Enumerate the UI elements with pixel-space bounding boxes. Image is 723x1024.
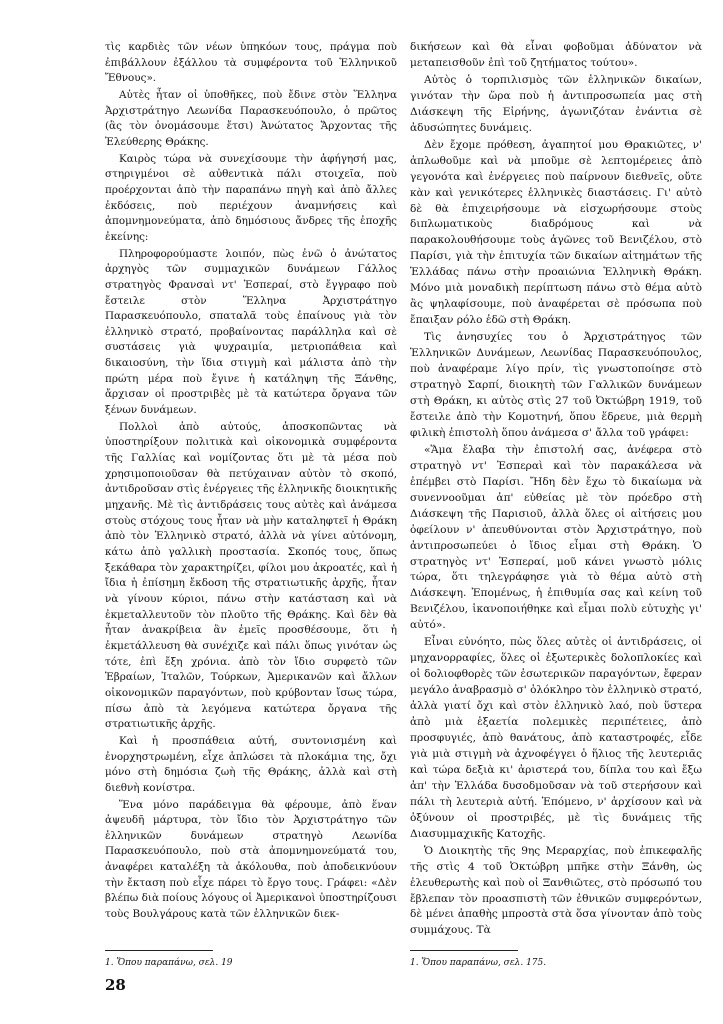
footnote-right: 1. Ὅπου παραπάνω, σελ. 175. [410,958,547,968]
paragraph: δικήσεων καὶ θὰ εἶναι φοβοῦμαι ἀδύνατον νὰ μεταπεισθοῦν ἐπὶ τοῦ ζητήματος τούτου». [410,41,702,69]
paragraph: Αὐτὲς ἦταν οἱ ὑποθῆκες, ποὺ ἔδινε στὸν Ἕλληνα Ἀρχιστράτηγο Λεωνίδα Παρασκευόπουλο, ὁ πρῶτος (ἂς τὸν ὀνομάσουμε ἔτσι) Ἀνώτατος Ἄρχοντας τῆς Ἐλεύθερης Θράκης. [105,88,397,148]
paragraph: Δὲν ἔχομε πρόθεση, ἀγαπητοί μου Θρακιῶτες, ν' ἁπλωθοῦμε καὶ νὰ μποῦμε σὲ λεπτομέρειες ἀπὸ γεγονότα καὶ ἐνέργειες ποὺ παίρνουν διεθνεῖς, οὔτε κὰν καὶ γενικότερες ἑλληνικὲς διαστάσεις. Γι' αὐτὸ δὲ θὰ ἐπιχειρήσουμε νὰ εἰσχωρήσουμε στοὺς διπλωματικοὺς διαδρόμους καὶ νὰ παρακολουθήσουμε τοὺς ἀγῶνες τοῦ Βενιζέλου, στὸ Παρίσι, γιὰ τὴν ἐπιτυχία τῶν δικαίων αἰτημάτων τῆς Ἑλλάδας πάνω στὴν προαιώνια Ἑλληνικὴ Θράκη. Μόνο μιὰ μοναδικὴ περίπτωση πάνω στὸ θέμα αὐτὸ ἂς ψηλαφίσουμε, ποὺ ἀναφέρεται σὲ πρόσωπα ποὺ ἔπαιξαν ρόλο ἐδῶ στὴ Θράκη. [410,138,702,327]
paragraph: Ἕνα μόνο παράδειγμα θὰ φέρουμε, ἀπὸ ἕναν ἀψευδῆ μάρτυρα, τὸν ἴδιο τὸν Ἀρχιστράτηγο τῶν ἑλληνικῶν δυνάμεων στρατηγὸ Λεωνίδα Παρασκευόπουλο, ποὺ στὰ ἀπομνημονεύματά του, ἀναφέρει καταλέξη τὰ ἀκόλουθα, ποὺ ἀποδεικνύουν τὴν ἔκταση ποὺ εἶχε πάρει τὸ ἔργο τους. Γράφει: «Δὲν βλέπω διὰ ποίους λόγους οἱ Ἀμερικανοὶ ὑποστηρίζουσι τοὺς Βουλγάρους κατὰ τῶν ἑλληνικῶν διεκ- [105,798,397,921]
left-column [105,40,397,924]
footnote-divider-right [410,950,518,951]
paragraph: Αὐτὸς ὁ τορπιλισμὸς τῶν ἑλληνικῶν δικαίων, γινόταν τὴν ὥρα ποὺ ἡ ἀντιπροσωπεία μας στὴ Διάσκεψη τῆς Εἰρήνης, ἀγωνιζόταν ἐνάντια σὲ ἀδυσώπητες δυνάμεις. [410,73,702,134]
page-number: 28 [105,976,126,994]
paragraph: Καιρὸς τώρα νὰ συνεχίσουμε τὴν ἀφήγησή μας, στηριγμένοι σὲ αὐθεντικὰ πάλι στοιχεῖα, ποὺ προέρχονται ἀπὸ τὴν παραπάνω πηγὴ καὶ ἀπὸ ἄλλες ἐκδόσεις, ποὺ περιέχουν ἀναμνήσεις καὶ ἀπομνημονεύματα, ἀπὸ δημόσιους ἄνδρες τῆς ἐποχῆς ἐκείνης: [105,152,397,243]
paragraph: Ὁ Διοικητὴς τῆς 9ης Μεραρχίας, ποὺ ἐπικεφαλῆς τῆς στὶς 4 τοῦ Ὀκτώβρη μπῆκε στὴν Ξάνθη, ὡς ἐλευθερωτὴς καὶ ποὺ οἱ Ξανθιῶτες, στὸ πρόσωπό του ἔβλεπαν τὸν προασπιστὴ τῶν ἐθνικῶν συμφερόντων, δὲ μένει ἀπαθὴς μπροστὰ στὰ ὅσα γίνονταν ἀπὸ τοὺς συμμάχους. Τὰ [410,844,702,937]
paragraph: Εἶναι εὐνόητο, πὼς ὅλες αὐτὲς οἱ ἀντιδράσεις, οἱ μηχανορραφίες, ὅλες οἱ ἐξωτερικὲς δολοπλοκίες καὶ οἱ δολιοφθορὲς τῶν ἐσωτερικῶν παραγόντων, ἔφεραν μεγάλο ἀναβρασμὸ σ' ὁλόκληρο τὸν ἑλληνικὸ στρατό, ἀλλὰ γιατί ὄχι καὶ στὸν ἑλληνικὸ λαό, ποὺ ὕστερα ἀπὸ μιὰ ἑξαετία πολεμικὲς περιπέτειες, ἀπὸ προσφυγιές, ἀπὸ θανάτους, ἀπὸ καταστροφές, εἶδε γιὰ μιὰ στιγμὴ νὰ ἀχνοφέγγει ὁ ἥλιος τῆς λευτεριᾶς καὶ τώρα δεξιὰ κι' ἀριστερά του, δίπλα του καὶ ἔξω ἀπ' τὴν Ἑλλάδα δυσοδμοῦσαν νὰ τοῦ στερήσουν καὶ πάλι τὴ λευτεριὰ αὐτή. Ἐπόμενο, ν' ἀρχίσουν καὶ νὰ ὀξύνουν οἱ προστριβές, μὲ τὶς δυνάμεις τῆς Διασυμμαχικῆς Κατοχῆς. [410,636,702,840]
footnote-left: 1. Ὅπου παραπάνω, σελ. 19 [105,958,233,968]
paragraph: τὶς καρδιὲς τῶν νέων ὑπηκόων τους, πράγμα ποὺ ἐπιβάλλουν ἐξάλλου τὰ συμφέροντα τοῦ Ἑλληνικοῦ Ἔθνους». [105,41,397,85]
paragraph: Πληροφορούμαστε λοιπόν, πὼς ἐνῶ ὁ ἀνώτατος ἀρχηγὸς τῶν συμμαχικῶν δυνάμεων Γάλλος στρατηγὸς Φρανσαὶ ντ' Ἐσπεραί, στὸ ἔγγραφο ποὺ ἔστειλε στὸν Ἕλληνα Ἀρχιστράτηγο Παρασκευόπουλο, σπαταλᾶ τοὺς ἐπαίνους γιὰ τὸν ἑλληνικὸ στρατό, προβαίνοντας παράλληλα καὶ σὲ συστάσεις γιὰ ψυχραιμία, μετριοπάθεια καὶ δικαιοσύνη, τὴν ἴδια στιγμὴ καὶ μάλιστα ἀπὸ τὴν πρώτη μέρα ποὺ ἔγινε ἡ κατάληψη τῆς Ξάνθης, ἄρχισαν οἱ προστριβὲς μὲ τὰ κατώτερα ὄργανα τῶν ξένων δυνάμεων. [105,247,397,417]
paragraph: Τὶς ἀνησυχίες του ὁ Ἀρχιστράτηγος τῶν Ἑλληνικῶν Δυνάμεων, Λεωνίδας Παρασκευόπουλος, ποὺ ἀναφέραμε λίγο πρίν, τὶς γνωστοποίησε στὸ στρατηγὸ Σαρπί, διοικητὴ τῶν Γαλλικῶν δυνάμεων στὴ Θράκη, κι αὐτὸς στὶς 27 τοῦ Ὀκτώβρη 1919, τοῦ ἔστειλε ἀπὸ τὴν Κομοτηνή, ὅπου ἕδρευε, μιὰ θερμὴ φιλικὴ ἐπιστολὴ ὅπου ἀνάμεσα σ' ἄλλα τοῦ γράφει: [410,331,702,439]
quote-paragraph: «Ἅμα ἔλαβα τὴν ἐπιστολή σας, ἀνέφερα στὸ στρατηγὸ ντ' Ἐσπεραὶ καὶ τὸν παρακάλεσα νὰ ἐπέμβει στὸ Παρίσι. Ἤδη δὲν ἔχω τὸ δικαίωμα νὰ συνεννοοῦμαι ἀπ' εὐθείας μὲ τὸν πρόεδρο στὴ Διάσκεψη τῆς Παρισιοῦ, ἀλλὰ ὅλες οἱ αἰτήσεις μου ὀφείλουν ν' ἀπευθύνονται στὸν Ἀρχιστράτηγο, ποὺ ἀντιπροσωπεύει ὁ ἴδιος εἶμαι στὴ Θράκη. Ὁ στρατηγὸς ντ' Ἐσπεραί, μοῦ κάνει γνωστὸ μόλις τώρα, ὅτι τηλεγράφησε γιὰ τὸ θέμα αὐτὸ στὴ Διάσκεψη. Ἐπομένως, ἡ ἐπιθυμία σας καὶ κείνη τοῦ Βενιζέλου, ἱκανοποιήθηκε καὶ εἶμαι πολὺ εὐτυχὴς γι' αὐτό». [410,443,702,632]
right-column [410,40,702,940]
paragraph: Πολλοὶ ἀπὸ αὐτούς, ἀποσκοπῶντας νὰ ὑποστηρίξουν πολιτικὰ καὶ οἰκονομικὰ συμφέροντα τῆς Γαλλίας καὶ νομίζοντας ὅτι μὲ τὰ μέσα ποὺ χρησιμοποιοῦσαν θὰ πετύχαιναν αὐτὸν τὸ σκοπό, ἀντιδροῦσαν στὶς ἐνέργειες τῆς ἑλληνικῆς διοικητικῆς μηχανῆς. Μὲ τὶς ἀντιδράσεις τους αὐτὲς καὶ ἀνάμεσα στοὺς στόχους τους ἦταν νὰ μὴν καταληφτεῖ ἡ Θράκη ἀπὸ τὸν Ἑλληνικὸ στρατό, ἀλλὰ νὰ γίνει αὐτόνομη, κάτω ἀπὸ γαλλικὴ προστασία. Σκοπός τους, ὅπως ξεκάθαρα τὸν χαρακτηρίζει, φίλοι μου ἀκροατές, καὶ ἡ ἴδια ἡ ἐπίσημη ἔκδοση τῆς στρατιωτικῆς ἀρχῆς, ἦταν νὰ γίνουν κύριοι, πάνω στὴν κατάσταση καὶ νὰ ἐκμεταλλευτοῦν τὸν πλοῦτο τῆς Θράκης. Καὶ δὲν θὰ ἦταν ἀνακρίβεια ἂν ἐμεῖς προσθέσουμε, ὅτι ἡ ἐκμετάλλευση θὰ συνέχιζε καὶ πάλι ὅπως γινόταν ὡς τότε, ἐπὶ ἔξη χρόνια. ἀπὸ τὸν ἴδιο συρφετὸ τῶν Ἑβραίων, Ἰταλῶν, Τούρκων, Ἀμερικανῶν καὶ ἄλλων οἰκονομικῶν παραγόντων, ποὺ κρύβονταν ἴσως τώρα, πίσω ἀπὸ τὰ λεγόμενα κατώτερα ὄργανα τῆς στρατιωτικῆς ἀρχῆς. [105,420,397,731]
footnote-divider-left [105,950,213,951]
paragraph: Καὶ ἡ προσπάθεια αὐτή, συντονισμένη καὶ ἐνορχηστρωμένη, εἶχε ἁπλώσει τὰ πλοκάμια της, ὄχι μόνο στὴ δημόσια ζωὴ τῆς Θράκης, ἀλλὰ καὶ στὴ διεθνὴ κονίστρα. [105,734,397,794]
